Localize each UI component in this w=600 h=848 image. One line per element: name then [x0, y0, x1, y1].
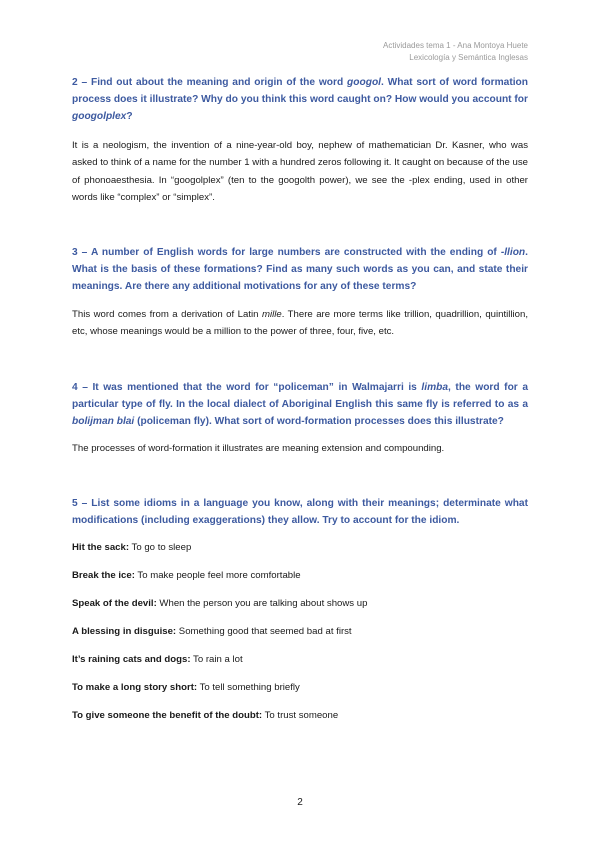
idiom-meaning: To go to sleep: [129, 542, 192, 554]
idiom-term: Speak of the devil:: [72, 598, 157, 610]
question-2-text-end: ?: [126, 111, 133, 122]
idiom-meaning: Something good that seemed bad at first: [176, 626, 352, 638]
idiom-meaning: To rain a lot: [190, 654, 243, 666]
question-2-word-2: googolplex: [72, 111, 127, 122]
page-content: [72, 74, 528, 735]
idiom-term: It’s raining cats and dogs:: [72, 654, 191, 666]
question-4-text-end: (policeman fly). What sort of word-formation processes does this illustrate?: [134, 415, 504, 427]
answer-3: [72, 306, 528, 341]
question-2-word: googol: [347, 77, 381, 88]
idiom-meaning: To tell something briefly: [197, 682, 300, 694]
question-2-text: 2 – Find out about the meaning and origin of the word: [72, 77, 348, 88]
question-2-text-mid: . What sort of word formation process does it illustrate? Why do you think this word caught on? How would you account for: [72, 77, 528, 105]
page-header: [383, 40, 528, 64]
question-3: [72, 244, 528, 295]
idiom-term: To give someone the benefit of the doubt:: [72, 710, 263, 722]
question-5: 5 – List some idioms in a language you know, along with their meanings; determinate what modifications (including exaggerations) they allow. Try to account for the idiom.: [72, 498, 528, 527]
question-4-word: limba: [421, 381, 449, 393]
answer-3-word: mille: [261, 309, 282, 321]
list-item: [72, 707, 528, 724]
answer-2: It is a neologism, the invention of a nine-year-old boy, nephew of mathematician Dr. Kasner, who was asked to think of a name for the number 1 with a hundred zeros following it. It caught on because of the use of phonoaesthesia. In “googolplex” (ten to the googolth power), we see the -plex ending, used in other words like “complex” or “simplex”.: [72, 140, 528, 203]
page-number: 2: [297, 797, 303, 808]
question-4-word-2: bolijman blai: [72, 415, 135, 427]
header-line-2: Lexicología y Semántica Inglesas: [409, 53, 528, 62]
question-2: [72, 74, 528, 125]
question-4-text: 4 – It was mentioned that the word for “policeman” in Walmajarri is: [72, 381, 422, 393]
idiom-term: Hit the sack:: [72, 542, 130, 554]
idiom-term: To make a long story short:: [72, 682, 198, 694]
header-line-1: Actividades tema 1 - Ana Montoya Huete: [383, 41, 528, 50]
list-item: [72, 623, 528, 640]
idiom-meaning: When the person you are talking about shows up: [156, 598, 368, 610]
idiom-list: [72, 539, 528, 724]
idiom-meaning: To trust someone: [262, 710, 339, 722]
list-item: [72, 679, 528, 696]
answer-3-text-end: . There are more terms like trillion, quadrillion, quintillion, etc, whose meanings would be a million to the power of three, four, five, etc.: [72, 309, 528, 338]
question-3-text-end: . What is the basis of these formations? Find as many such words as you can, and state their meanings. Are there any additional motivations for any of these terms?: [72, 247, 528, 293]
question-3-text: 3 – A number of English words for large numbers are constructed with the ending of: [72, 247, 501, 259]
idiom-meaning: To make people feel more comfortable: [134, 570, 301, 582]
idiom-term: A blessing in disguise:: [72, 626, 177, 638]
question-3-word: -llion: [500, 247, 526, 259]
answer-4: The processes of word-formation it illustrates are meaning extension and compounding.: [72, 442, 445, 454]
list-item: [72, 595, 528, 612]
answer-3-text: This word comes from a derivation of Latin: [72, 309, 262, 321]
question-4-text-mid: , the word for a particular type of fly. In the local dialect of Aboriginal English this same fly is referred to as a: [72, 381, 528, 410]
list-item: [72, 651, 528, 668]
list-item: [72, 539, 528, 556]
idiom-term: Break the ice:: [72, 570, 135, 582]
question-4: [72, 379, 528, 430]
list-item: [72, 567, 528, 584]
